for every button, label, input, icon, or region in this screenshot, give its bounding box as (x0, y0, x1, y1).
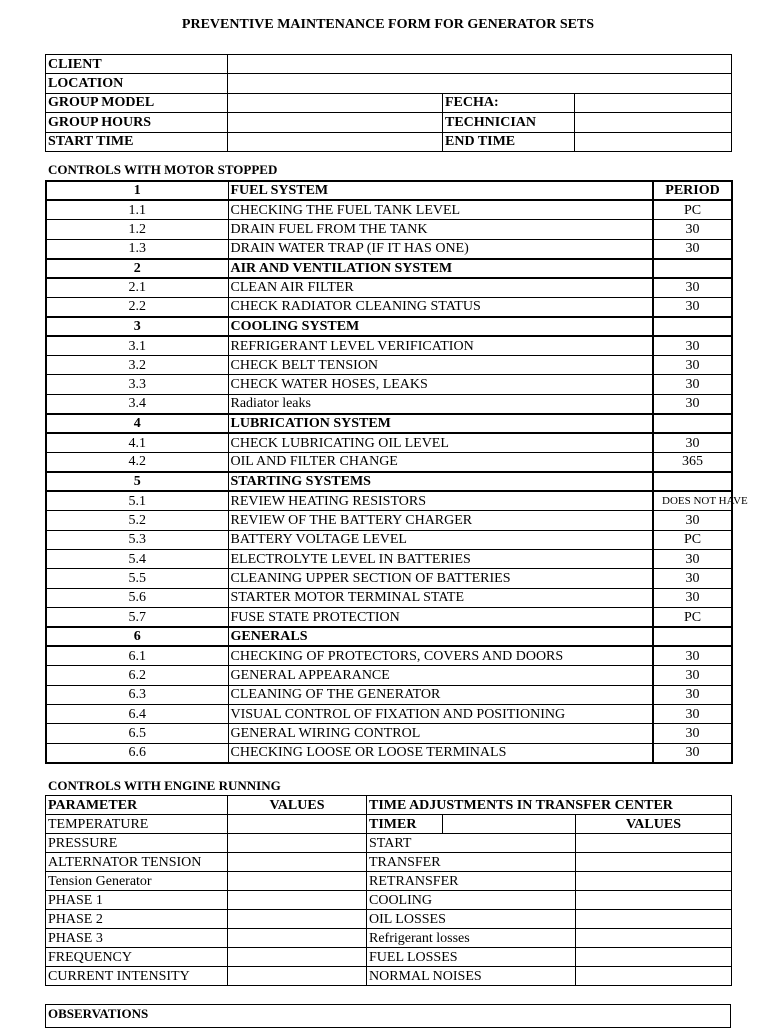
timer-name: START (367, 834, 576, 853)
checklist-row (46, 356, 732, 375)
item-period: PC (653, 608, 732, 627)
item-period: 30 (653, 511, 732, 530)
timer-values-header: VALUES (576, 815, 732, 834)
checklist-row (46, 375, 732, 394)
checklist-row (46, 433, 732, 452)
item-task: GENERAL APPEARANCE (228, 666, 653, 685)
item-period: 30 (653, 569, 732, 588)
group-header-row (46, 259, 732, 278)
checklist-row (46, 220, 732, 239)
checklist-row (46, 336, 732, 355)
checklist-row (46, 278, 732, 297)
group-number: 5 (46, 472, 228, 491)
parameter-value-field[interactable] (228, 910, 367, 929)
group-number: 3 (46, 317, 228, 336)
running-row (46, 853, 732, 872)
item-period: 30 (653, 588, 732, 607)
item-number: 6.6 (46, 743, 228, 762)
running-row (46, 834, 732, 853)
item-period: 30 (653, 394, 732, 413)
checklist-row (46, 394, 732, 413)
group-model-field[interactable] (228, 93, 443, 112)
group-header-row (46, 317, 732, 336)
parameter-name: PHASE 2 (46, 910, 228, 929)
item-task: STARTER MOTOR TERMINAL STATE (228, 588, 653, 607)
timer-name: RETRANSFER (367, 872, 576, 891)
checklist-row (46, 588, 732, 607)
running-row (46, 891, 732, 910)
group-model-label: GROUP MODEL (46, 93, 228, 112)
checklist-row (46, 666, 732, 685)
item-period: DOES NOT HAVE (653, 491, 732, 510)
item-period: 30 (653, 239, 732, 258)
running-row (46, 910, 732, 929)
item-task: REFRIGERANT LEVEL VERIFICATION (228, 336, 653, 355)
item-task: CLEANING UPPER SECTION OF BATTERIES (228, 569, 653, 588)
checklist-row (46, 200, 732, 219)
item-task: CLEAN AIR FILTER (228, 278, 653, 297)
item-task: CHECKING LOOSE OR LOOSE TERMINALS (228, 743, 653, 762)
running-row (46, 815, 732, 834)
item-number: 3.3 (46, 375, 228, 394)
item-task: FUSE STATE PROTECTION (228, 608, 653, 627)
item-number: 1.2 (46, 220, 228, 239)
item-period: 30 (653, 743, 732, 762)
location-label: LOCATION (46, 74, 228, 93)
parameter-value-field[interactable] (228, 815, 367, 834)
checklist-row (46, 452, 732, 471)
running-row (46, 967, 732, 986)
parameter-name: PHASE 3 (46, 929, 228, 948)
item-period: 30 (653, 685, 732, 704)
engine-running-table (45, 795, 732, 986)
item-period: 30 (653, 724, 732, 743)
group-title: GENERALS (228, 627, 653, 646)
item-number: 5.1 (46, 491, 228, 510)
item-period: 30 (653, 646, 732, 665)
item-task: CHECK LUBRICATING OIL LEVEL (228, 433, 653, 452)
parameter-name: PRESSURE (46, 834, 228, 853)
timer-value-field[interactable] (576, 872, 732, 891)
checklist-row (46, 530, 732, 549)
parameter-value-field[interactable] (228, 929, 367, 948)
timer-header-blank (443, 815, 576, 834)
checklist-row (46, 724, 732, 743)
item-period: 30 (653, 549, 732, 568)
running-row (46, 872, 732, 891)
running-row (46, 929, 732, 948)
parameter-name: CURRENT INTENSITY (46, 967, 228, 986)
values-header: VALUES (228, 796, 367, 815)
item-task: CHECK RADIATOR CLEANING STATUS (228, 297, 653, 316)
checklist-row (46, 549, 732, 568)
checklist-row (46, 743, 732, 762)
item-task: CLEANING OF THE GENERATOR (228, 685, 653, 704)
motor-stopped-checklist (45, 180, 748, 764)
group-header-row (46, 627, 732, 646)
item-task: ELECTROLYTE LEVEL IN BATTERIES (228, 549, 653, 568)
item-number: 5.4 (46, 549, 228, 568)
timer-name: FUEL LOSSES (367, 948, 576, 967)
timer-header: TIMER (367, 815, 443, 834)
engine-running-section-title: CONTROLS WITH ENGINE RUNNING (48, 778, 281, 793)
group-hours-label: GROUP HOURS (46, 113, 228, 132)
parameter-name: FREQUENCY (46, 948, 228, 967)
fecha-field[interactable] (575, 93, 732, 112)
location-field[interactable] (228, 74, 732, 93)
item-number: 4.1 (46, 433, 228, 452)
period-blank-cell (653, 472, 732, 491)
group-number: 2 (46, 259, 228, 278)
timer-name: COOLING (367, 891, 576, 910)
checklist-row (46, 491, 732, 510)
item-number: 6.2 (46, 666, 228, 685)
group-number: 1 (46, 181, 228, 200)
timer-name: Refrigerant losses (367, 929, 576, 948)
timer-value-field[interactable] (576, 910, 732, 929)
item-period: 30 (653, 666, 732, 685)
timer-name: NORMAL NOISES (367, 967, 576, 986)
timer-value-field[interactable] (576, 948, 732, 967)
parameter-header: PARAMETER (46, 796, 228, 815)
item-period: PC (653, 200, 732, 219)
parameter-name: ALTERNATOR TENSION (46, 853, 228, 872)
group-number: 6 (46, 627, 228, 646)
group-header-row (46, 414, 732, 433)
checklist-row (46, 685, 732, 704)
timer-name: OIL LOSSES (367, 910, 576, 929)
motor-stopped-section-title: CONTROLS WITH MOTOR STOPPED (48, 162, 278, 177)
group-hours-field[interactable] (228, 113, 443, 132)
observations-box[interactable] (45, 1004, 731, 1028)
item-period: 30 (653, 220, 732, 239)
end-time-label: END TIME (443, 132, 575, 151)
item-number: 5.7 (46, 608, 228, 627)
item-task: DRAIN WATER TRAP (IF IT HAS ONE) (228, 239, 653, 258)
item-task: CHECKING THE FUEL TANK LEVEL (228, 200, 653, 219)
group-title: LUBRICATION SYSTEM (228, 414, 653, 433)
client-label: CLIENT (46, 55, 228, 74)
timer-value-field[interactable] (576, 853, 732, 872)
group-title: FUEL SYSTEM (228, 181, 653, 200)
item-period: 365 (653, 452, 732, 471)
period-header: PERIOD (653, 181, 732, 200)
timer-value-field[interactable] (576, 929, 732, 948)
header-info-table (45, 54, 732, 152)
item-number: 4.2 (46, 452, 228, 471)
item-task: DRAIN FUEL FROM THE TANK (228, 220, 653, 239)
parameter-value-field[interactable] (228, 967, 367, 986)
item-number: 5.6 (46, 588, 228, 607)
item-period: 30 (653, 705, 732, 724)
timer-value-field[interactable] (576, 834, 732, 853)
group-header-row (46, 472, 732, 491)
item-period: 30 (653, 336, 732, 355)
start-time-label: START TIME (46, 132, 228, 151)
parameter-value-field[interactable] (228, 872, 367, 891)
item-task: CHECK WATER HOSES, LEAKS (228, 375, 653, 394)
item-number: 3.1 (46, 336, 228, 355)
timer-value-field[interactable] (576, 891, 732, 910)
item-number: 6.5 (46, 724, 228, 743)
item-period: 30 (653, 433, 732, 452)
parameter-value-field[interactable] (228, 853, 367, 872)
group-number: 4 (46, 414, 228, 433)
period-blank-cell (653, 259, 732, 278)
timer-name: TRANSFER (367, 853, 576, 872)
item-period: 30 (653, 375, 732, 394)
item-task: BATTERY VOLTAGE LEVEL (228, 530, 653, 549)
client-field[interactable] (228, 55, 732, 74)
running-row (46, 948, 732, 967)
parameter-name: Tension Generator (46, 872, 228, 891)
parameter-name: PHASE 1 (46, 891, 228, 910)
item-number: 6.4 (46, 705, 228, 724)
group-header-row (46, 181, 732, 200)
item-task: CHECK BELT TENSION (228, 356, 653, 375)
item-number: 6.3 (46, 685, 228, 704)
group-title: STARTING SYSTEMS (228, 472, 653, 491)
checklist-row (46, 511, 732, 530)
form-title: PREVENTIVE MAINTENANCE FORM FOR GENERATOR SETS (181, 17, 595, 32)
item-number: 2.1 (46, 278, 228, 297)
item-number: 5.2 (46, 511, 228, 530)
item-task: GENERAL WIRING CONTROL (228, 724, 653, 743)
item-number: 3.4 (46, 394, 228, 413)
item-number: 1.3 (46, 239, 228, 258)
period-blank-cell (653, 627, 732, 646)
item-task: VISUAL CONTROL OF FIXATION AND POSITIONING (228, 705, 653, 724)
checklist-row (46, 705, 732, 724)
item-number: 5.3 (46, 530, 228, 549)
period-blank-cell (653, 317, 732, 336)
item-number: 2.2 (46, 297, 228, 316)
time-adjustments-header: TIME ADJUSTMENTS IN TRANSFER CENTER (367, 796, 732, 815)
item-period: 30 (653, 297, 732, 316)
item-period: 30 (653, 356, 732, 375)
parameter-value-field[interactable] (228, 891, 367, 910)
item-task: Radiator leaks (228, 394, 653, 413)
parameter-name: TEMPERATURE (46, 815, 228, 834)
fecha-label: FECHA: (443, 93, 575, 112)
technician-field[interactable] (575, 113, 732, 132)
timer-value-field[interactable] (576, 967, 732, 986)
end-time-field[interactable] (575, 132, 732, 151)
group-title: AIR AND VENTILATION SYSTEM (228, 259, 653, 278)
item-task: CHECKING OF PROTECTORS, COVERS AND DOORS (228, 646, 653, 665)
parameter-value-field[interactable] (228, 948, 367, 967)
item-number: 5.5 (46, 569, 228, 588)
item-number: 1.1 (46, 200, 228, 219)
item-number: 6.1 (46, 646, 228, 665)
item-task: REVIEW HEATING RESISTORS (228, 491, 653, 510)
checklist-row (46, 239, 732, 258)
item-period: 30 (653, 278, 732, 297)
start-time-field[interactable] (228, 132, 443, 151)
item-period: PC (653, 530, 732, 549)
checklist-row (46, 569, 732, 588)
observations-label: OBSERVATIONS (48, 1006, 149, 1021)
technician-label: TECHNICIAN (443, 113, 575, 132)
item-task: REVIEW OF THE BATTERY CHARGER (228, 511, 653, 530)
parameter-value-field[interactable] (228, 834, 367, 853)
item-number: 3.2 (46, 356, 228, 375)
checklist-row (46, 608, 732, 627)
period-blank-cell (653, 414, 732, 433)
checklist-row (46, 646, 732, 665)
group-title: COOLING SYSTEM (228, 317, 653, 336)
checklist-row (46, 297, 732, 316)
item-task: OIL AND FILTER CHANGE (228, 452, 653, 471)
